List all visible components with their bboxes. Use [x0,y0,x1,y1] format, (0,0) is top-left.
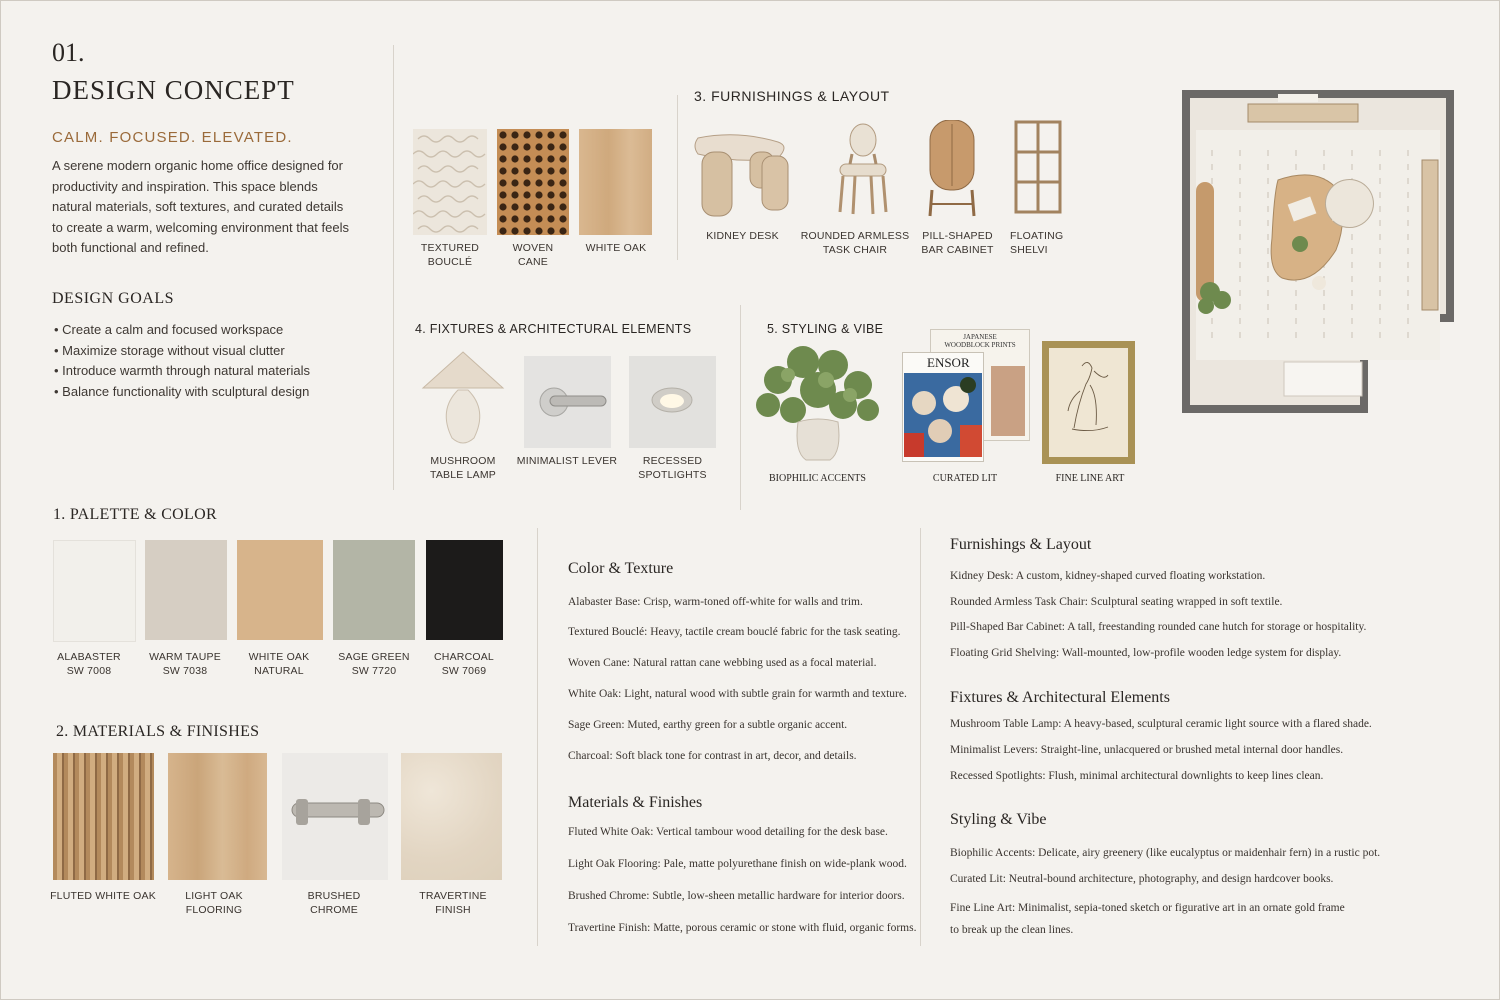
swatch-label: ALABASTER SW 7008 [57,651,121,677]
book-title: ENSOR [927,355,970,370]
section-number: 01. [52,38,85,67]
furnishing-label: FLOATING SHELVI [1010,230,1064,256]
divider [537,528,538,946]
notes-materials-title: Materials & Finishes [568,794,703,811]
biophilic-plant-icon [748,340,888,462]
task-chair-icon [840,124,886,214]
styling-label: BIOPHILIC ACCENTS [769,473,866,484]
kidney-desk-icon [695,135,788,216]
boucle-swatch [413,129,487,235]
note-line: Kidney Desk: A custom, kidney-shaped curved floating workstation. [950,570,1266,582]
note-line: Textured Bouclé: Heavy, tactile cream bouclé fabric for the task seating. [568,626,901,638]
note-line: Fluted White Oak: Vertical tambour wood detailing for the desk base. [568,826,888,838]
furnishings-title: 3. FURNISHINGS & LAYOUT [694,88,890,104]
bar-cabinet-icon [930,120,974,216]
shelving-icon [1016,122,1060,212]
texture-label: WOVEN CANE [512,242,554,268]
furnishing-label: ROUNDED ARMLESS TASK CHAIR [800,230,910,256]
note-line: Biophilic Accents: Delicate, airy greenery (like eucalyptus or maidenhair fern) in a rustic pot. [950,847,1381,859]
note-line: Light Oak Flooring: Pale, matte polyurethane finish on wide-plank wood. [568,858,907,870]
note-line: Woven Cane: Natural rattan cane webbing used as a focal material. [568,657,877,669]
furnishing-label: KIDNEY DESK [706,230,779,242]
styling-title: 5. STYLING & VIBE [767,322,884,336]
fixtures-title: 4. FIXTURES & ARCHITECTURAL ELEMENTS [415,322,692,336]
divider [677,95,678,260]
note-line: Charcoal: Soft black tone for contrast in art, decor, and details. [568,750,857,762]
material-label: LIGHT OAK FLOORING [185,890,243,916]
goal-item: • Create a calm and focused workspace [54,322,284,337]
fixture-label: MINIMALIST LEVER [516,455,618,467]
note-line: Alabaster Base: Crisp, warm-toned off-white for walls and trim. [568,596,863,608]
page-title: DESIGN CONCEPT [52,75,295,105]
tagline: CALM. FOCUSED. ELEVATED. [52,129,293,146]
book-title: JAPANESE WOODBLOCK PRINTS [944,333,1016,349]
material-label: BRUSHED CHROME [307,890,361,916]
fixture-label: MUSHROOM TABLE LAMP [430,455,496,481]
goal-item: • Maximize storage without visual clutter [54,342,285,358]
furnishing-label: PILL-SHAPED BAR CABINET [921,230,994,256]
goals-title: DESIGN GOALS [52,290,174,307]
note-line: Sage Green: Muted, earthy green for a subtle organic accent. [568,719,848,731]
goal-item: • Introduce warmth through natural materials [54,363,311,378]
styling-label: FINE LINE ART [1055,473,1125,484]
color-swatch [53,540,136,642]
light-oak-swatch [168,753,267,880]
white-oak-swatch [579,129,652,235]
materials-title: 2. MATERIALS & FINISHES [56,723,260,740]
styling-label: CURATED LIT [932,473,998,484]
color-swatch [333,540,415,640]
note-line: Mushroom Table Lamp: A heavy-based, sculptural ceramic light source with a flared shade. [950,718,1372,730]
mushroom-lamp-icon [418,350,508,450]
lever-swatch [524,356,611,448]
furnishings-images [690,120,1070,220]
travertine-swatch [401,753,502,880]
texture-label: TEXTURED BOUCLÉ [420,242,480,268]
note-line: Recessed Spotlights: Flush, minimal architectural downlights to keep lines clean. [950,770,1324,782]
fluted-oak-swatch [53,753,154,880]
goals-list [54,320,310,402]
goal-item: • Balance functionality with sculptural design [54,383,310,399]
swatch-label: WARM TAUPE SW 7038 [149,651,221,677]
color-swatch [426,540,503,640]
swatch-label: WHITE OAK NATURAL [248,651,310,677]
notes-furnishings-title: Furnishings & Layout [950,536,1092,553]
spotlight-swatch [629,356,716,448]
notes-color-title: Color & Texture [568,560,674,577]
material-label: TRAVERTINE FINISH [419,890,487,916]
notes-fixtures-title: Fixtures & Architectural Elements [950,689,1170,706]
concept-description: A serene modern organic home office designed for productivity and inspiration. This space blends natural materials, soft textures, and curated details to create a warm, welcoming environment that feels both functional and refined. [52,158,349,255]
note-line: Minimalist Levers: Straight-line, unlacquered or brushed metal internal door handles. [950,744,1344,756]
divider [393,45,394,490]
swatch-label: SAGE GREEN SW 7720 [338,651,410,677]
ensor-book [902,352,984,462]
note-line: Fine Line Art: Minimalist, sepia-toned sketch or figurative art in an ornate gold frame [950,902,1345,914]
cane-swatch [497,129,569,235]
fixture-label: RECESSED SPOTLIGHTS [638,455,707,481]
divider [740,305,741,510]
color-swatch [145,540,227,640]
material-label: FLUTED WHITE OAK [50,890,156,902]
floor-plan [1182,90,1454,413]
swatch-label: CHARCOAL SW 7069 [434,651,494,677]
texture-label: WHITE OAK [585,242,647,254]
notes-styling-title: Styling & Vibe [950,811,1047,828]
fine-line-art-frame [1042,341,1135,464]
note-line: White Oak: Light, natural wood with subtle grain for warmth and texture. [568,688,907,700]
note-line: Floating Grid Shelving: Wall-mounted, low-profile wooden ledge system for display. [950,647,1342,659]
note-line: Brushed Chrome: Subtle, low-sheen metallic hardware for interior doors. [568,890,905,902]
note-line: Pill-Shaped Bar Cabinet: A tall, freestanding rounded cane hutch for storage or hospitality. [950,621,1367,633]
note-line: Travertine Finish: Matte, porous ceramic or stone with fluid, organic forms. [568,922,917,934]
note-line: Rounded Armless Task Chair: Sculptural seating wrapped in soft textile. [950,596,1283,608]
palette-title: 1. PALETTE & COLOR [53,506,217,523]
note-line: to break up the clean lines. [950,924,1074,936]
note-line: Curated Lit: Neutral-bound architecture, photography, and design hardcover books. [950,873,1334,885]
brushed-chrome-swatch [282,753,388,880]
divider [920,528,921,946]
color-swatch [237,540,323,640]
